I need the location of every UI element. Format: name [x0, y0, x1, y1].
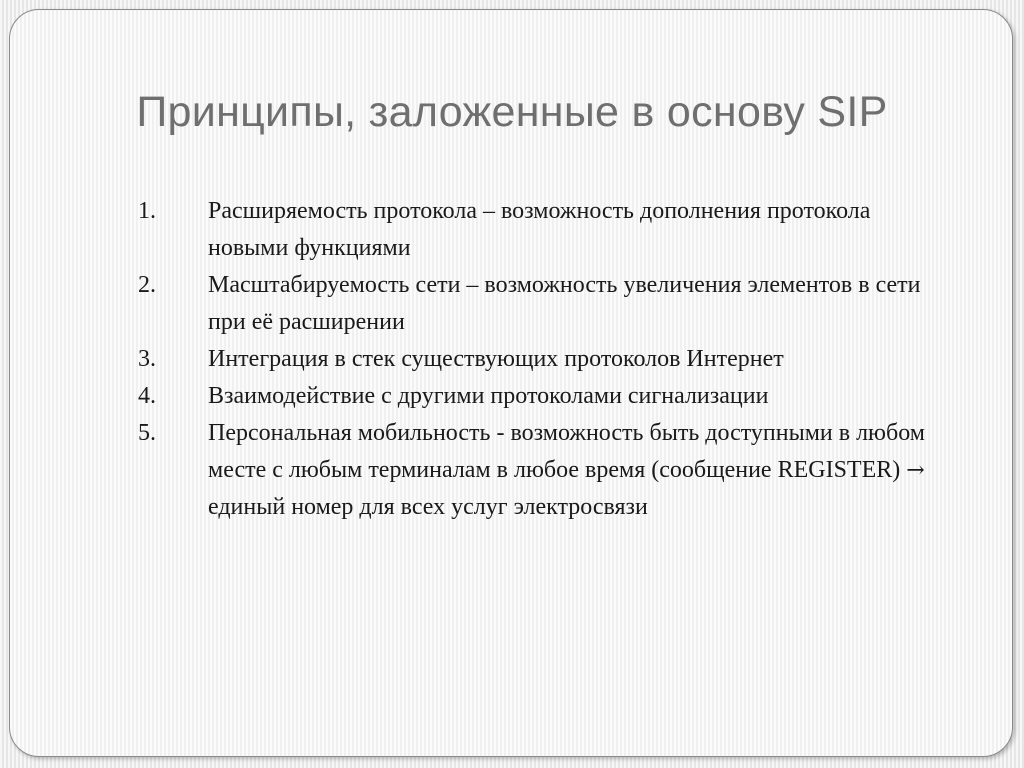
item-text: Персональная мобильность - возможность быть доступными в любом месте с любым терминалам в любое время (сообщение REGISTER) [208, 420, 925, 483]
list-item [138, 341, 938, 378]
item-number: 3. [138, 346, 156, 372]
list-item [138, 415, 938, 526]
list-item [138, 193, 938, 267]
item-number: 2. [138, 272, 156, 298]
item-text: Масштабируемость сети – возможность увеличения элементов в сети при её расширении [208, 272, 921, 335]
item-text: Взаимодействие с другими протоколами сигнализации [208, 383, 769, 409]
slide-title: Принципы, заложенные в основу SIP [136, 88, 888, 136]
item-number: 5. [138, 420, 156, 446]
item-text-continued: единый номер для всех услуг электросвязи [208, 494, 648, 520]
item-text: Расширяемость протокола – возможность дополнения протокола новыми функциями [208, 198, 871, 261]
list-item [138, 378, 938, 415]
right-arrow-icon: → [906, 458, 925, 483]
item-number: 1. [138, 198, 156, 224]
item-text: Интеграция в стек существующих протоколов Интернет [208, 346, 784, 372]
principles-list [138, 193, 938, 526]
item-number: 4. [138, 383, 156, 409]
list-item [138, 267, 938, 341]
